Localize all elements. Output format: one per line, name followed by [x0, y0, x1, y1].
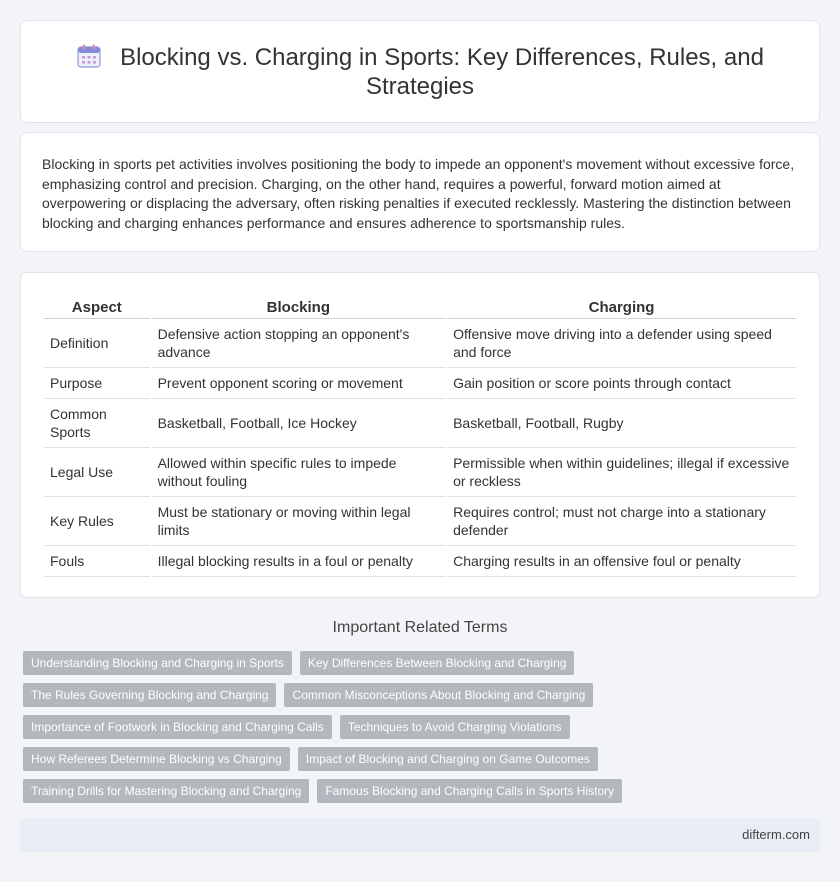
tag-row — [23, 779, 823, 803]
related-term-link[interactable]: Importance of Footwork in Blocking and Charging Calls — [23, 715, 332, 739]
header-charging: Charging — [447, 293, 796, 319]
footer — [20, 818, 820, 852]
related-terms-title: Important Related Terms — [332, 619, 508, 636]
cell-aspect: Key Rules — [44, 497, 150, 546]
cell-blocking: Prevent opponent scoring or movement — [152, 368, 446, 399]
intro-card — [20, 132, 820, 252]
cell-blocking: Basketball, Football, Ice Hockey — [152, 399, 446, 448]
table-row — [44, 546, 796, 577]
tag-row — [23, 747, 823, 771]
table-row — [44, 399, 796, 448]
intro-paragraph: Blocking in sports pet activities involves positioning the body to impede an opponent's movement without excessive force, emphasizing control and precision. Charging, on the other hand, requires a powerful, forward motion aimed at overpowering or displacing the adversary, often risking penalties if executed recklessly. Mastering the distinction between blocking and charging enhances performance and ensures adherence to sportsmanship rules. — [42, 156, 795, 231]
page-title — [61, 43, 779, 101]
footer-site-link[interactable]: difterm.com — [742, 827, 810, 842]
cell-aspect: Fouls — [44, 546, 150, 577]
calendar-icon — [76, 43, 102, 69]
cell-charging: Gain position or score points through contact — [447, 368, 796, 399]
cell-charging: Offensive move driving into a defender using speed and force — [447, 319, 796, 368]
cell-charging: Charging results in an offensive foul or penalty — [447, 546, 796, 577]
comparison-card — [20, 272, 820, 598]
cell-charging: Basketball, Football, Rugby — [447, 399, 796, 448]
cell-aspect: Legal Use — [44, 448, 150, 497]
table-row — [44, 319, 796, 368]
header-blocking: Blocking — [152, 293, 446, 319]
table-row — [44, 368, 796, 399]
table-row — [44, 448, 796, 497]
cell-blocking: Must be stationary or moving within legal limits — [152, 497, 446, 546]
related-term-link[interactable]: Understanding Blocking and Charging in Sports — [23, 651, 292, 675]
related-term-link[interactable]: The Rules Governing Blocking and Charging — [23, 683, 276, 707]
related-term-link[interactable]: Techniques to Avoid Charging Violations — [340, 715, 570, 739]
cell-blocking: Illegal blocking results in a foul or penalty — [152, 546, 446, 577]
table-header-row — [44, 293, 796, 319]
page-title-text: Blocking vs. Charging in Sports: Key Differences, Rules, and Strategies — [120, 44, 764, 100]
related-term-link[interactable]: Key Differences Between Blocking and Charging — [300, 651, 575, 675]
related-term-link[interactable]: How Referees Determine Blocking vs Charging — [23, 747, 290, 771]
cell-charging: Requires control; must not charge into a stationary defender — [447, 497, 796, 546]
tag-row — [23, 683, 823, 707]
cell-blocking: Allowed within specific rules to impede without fouling — [152, 448, 446, 497]
cell-aspect: Definition — [44, 319, 150, 368]
cell-aspect: Common Sports — [44, 399, 150, 448]
related-term-link[interactable]: Famous Blocking and Charging Calls in Sports History — [317, 779, 622, 803]
related-terms-list — [23, 651, 823, 811]
related-term-link[interactable]: Common Misconceptions About Blocking and Charging — [284, 683, 593, 707]
header-card — [20, 20, 820, 123]
cell-blocking: Defensive action stopping an opponent's advance — [152, 319, 446, 368]
comparison-table — [42, 293, 798, 577]
related-term-link[interactable]: Training Drills for Mastering Blocking and Charging — [23, 779, 309, 803]
tag-row — [23, 715, 823, 739]
table-row — [44, 497, 796, 546]
related-term-link[interactable]: Impact of Blocking and Charging on Game Outcomes — [298, 747, 598, 771]
cell-aspect: Purpose — [44, 368, 150, 399]
tag-row — [23, 651, 823, 675]
header-aspect: Aspect — [44, 293, 150, 319]
cell-charging: Permissible when within guidelines; illegal if excessive or reckless — [447, 448, 796, 497]
